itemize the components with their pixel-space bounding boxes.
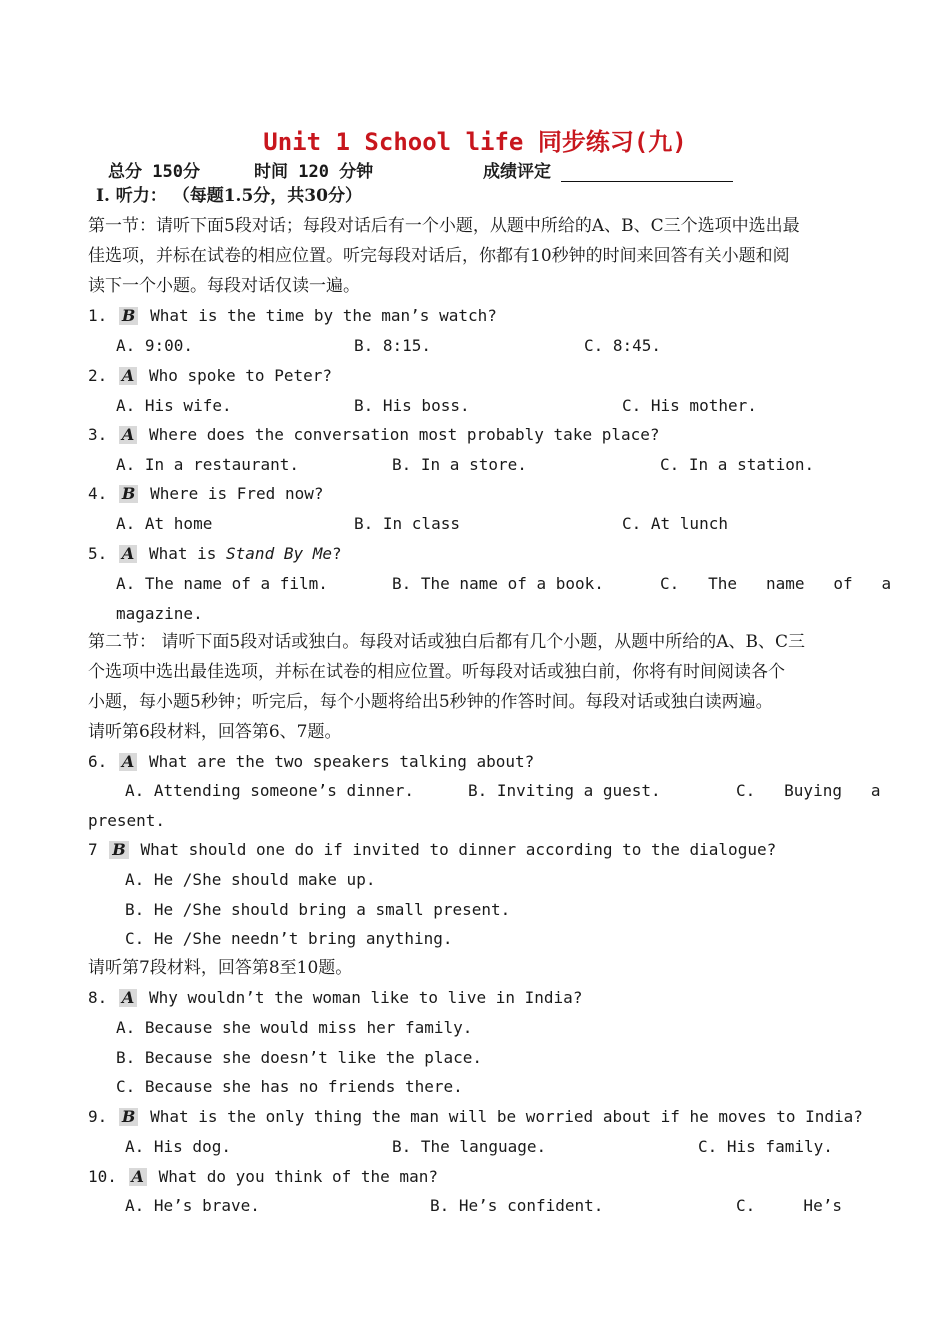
question-text: What should one do if invited to dinner according to the dialogue? [140,840,777,859]
answer-box[interactable]: A [119,989,137,1007]
question-text: What is the time by the man’s watch? [150,306,497,325]
material-7-note: 请听第7段材料，回答第8至10题。 [88,958,353,978]
option-c[interactable]: C. Buying a [736,781,881,800]
question-number: 4. [88,484,108,503]
option-b[interactable]: B. In class [354,514,460,533]
option-c[interactable]: C. 8:45. [584,336,662,355]
question-text: Where does the conversation most probably take place? [148,425,660,444]
answer-box[interactable]: B [109,841,129,859]
total-score: 总分 150分 [108,162,200,182]
option-b[interactable]: B. Because she doesn’t like the place. [116,1048,483,1067]
question-text: What is [148,544,227,563]
page-title: Unit 1 School life 同步练习(九) [263,128,687,156]
question-text: What is the only thing the man will be worried about if he moves to India? [150,1107,863,1126]
option-c[interactable]: C. In a station. [660,455,815,474]
option-c[interactable]: C. At lunch [622,514,728,533]
grade-blank[interactable] [561,165,733,182]
option-b[interactable]: B. 8:15. [354,336,432,355]
question-title-italic: Stand By Me [226,544,332,563]
question-3 [88,425,660,445]
part1-intro-line: 佳选项，并标在试卷的相应位置。听完每段对话后，你都有10秒钟的时间来回答有关小题和阅 [88,246,790,266]
option-c[interactable]: C. His family. [698,1137,833,1156]
answer-box[interactable]: A [119,426,137,444]
option-c[interactable]: C. His mother. [622,396,757,415]
question-text: Who spoke to Peter? [148,366,332,385]
question-number: 1. [88,306,108,325]
section-heading [96,186,362,206]
part2-intro-line: 第二节： 请听下面5段对话或独白。每段对话或独白后都有几个小题，从题中所给的A、B、C三 [88,632,805,652]
answer-box[interactable]: B [119,307,139,325]
question-1 [88,306,497,326]
question-5 [88,544,342,564]
question-2 [88,366,332,386]
option-a[interactable]: A. He /She should make up. [125,870,376,889]
question-text-end: ? [332,544,342,563]
option-c[interactable]: C. He /She needn’t bring anything. [125,929,453,948]
section-title: I. 听力： [96,186,167,206]
question-6 [88,752,534,772]
grade-label: 成绩评定 [483,162,551,182]
option-a[interactable]: A. His wife. [116,396,232,415]
part1-intro-line: 读下一个小题。每段对话仅读一遍。 [88,276,360,296]
question-10 [88,1167,438,1187]
answer-box[interactable]: B [119,1108,139,1126]
option-b[interactable]: B. The language. [392,1137,547,1156]
question-9 [88,1107,863,1127]
answer-box[interactable]: A [119,367,137,385]
option-a[interactable]: A. At home [116,514,213,533]
question-number: 7 [88,840,98,859]
option-a[interactable]: A. In a restaurant. [116,455,300,474]
option-a[interactable]: A. The name of a film. [116,574,328,593]
section-points: （每题1.5分，共30分） [172,186,362,206]
question-number: 10. [88,1167,117,1186]
option-b[interactable]: B. His boss. [354,396,470,415]
question-7 [88,840,776,860]
option-a[interactable]: A. His dog. [125,1137,231,1156]
question-text: What are the two speakers talking about? [148,752,535,771]
question-4 [88,484,323,504]
material-6-note: 请听第6段材料，回答第6、7题。 [88,722,342,742]
option-b[interactable]: B. The name of a book. [392,574,604,593]
option-b[interactable]: B. In a store. [392,455,527,474]
time-limit: 时间 120 分钟 [254,162,374,182]
grade-evaluation [483,157,733,182]
option-a[interactable]: A. He’s brave. [125,1196,260,1215]
answer-box[interactable]: A [119,753,137,771]
question-number: 2. [88,366,108,385]
question-8 [88,988,582,1008]
option-c[interactable]: C. He’s [736,1196,842,1215]
option-a[interactable]: A. Because she would miss her family. [116,1018,473,1037]
question-number: 8. [88,988,108,1007]
option-c[interactable]: C. Because she has no friends there. [116,1077,463,1096]
option-b[interactable]: B. He’s confident. [430,1196,604,1215]
option-c[interactable]: C. The name of a [660,574,892,593]
question-text: What do you think of the man? [158,1167,438,1186]
option-c-continued: present. [88,811,166,830]
question-text: Why wouldn’t the woman like to live in India? [148,988,583,1007]
part2-intro-line: 小题，每小题5秒钟；听完后，每个小题将给出5秒钟的作答时间。每段对话或独白读两遍。 [88,692,773,712]
part1-intro-line: 第一节：请听下面5段对话；每段对话后有一个小题，从题中所给的A、B、C三个选项中选出最 [88,216,800,236]
option-a[interactable]: A. 9:00. [116,336,194,355]
answer-box[interactable]: A [119,545,137,563]
answer-box[interactable]: A [129,1168,147,1186]
option-b[interactable]: B. Inviting a guest. [468,781,661,800]
answer-box[interactable]: B [119,485,139,503]
question-text: Where is Fred now? [150,484,324,503]
part2-intro-line: 个选项中选出最佳选项，并标在试卷的相应位置。听每段对话或独白前，你将有时间阅读各个 [88,662,785,682]
question-number: 9. [88,1107,108,1126]
question-number: 6. [88,752,108,771]
option-a[interactable]: A. Attending someone’s dinner. [125,781,414,800]
question-number: 5. [88,544,108,563]
option-b[interactable]: B. He /She should bring a small present. [125,900,511,919]
option-c-continued: magazine. [116,604,203,623]
question-number: 3. [88,425,108,444]
